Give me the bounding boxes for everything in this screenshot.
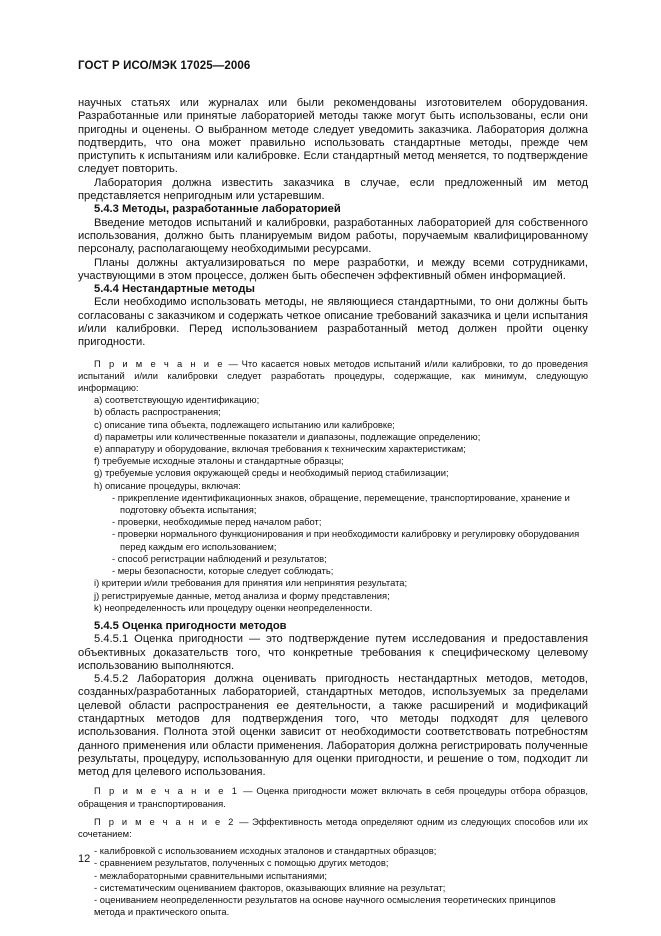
list-item: - сравнением результатов, полученных с помощью других методов; [94, 857, 389, 869]
list-item: f) требуемые исходные эталоны и стандартные образцы; [94, 455, 344, 467]
note-label: П р и м е ч а н и е 2 [94, 815, 236, 827]
list-item: g) требуемые условия окружающей среды и необходимый период стабилизации; [94, 467, 449, 479]
note-1 [78, 785, 588, 809]
section-heading-5-4-5: 5.4.5 Оценка пригодности методов [94, 619, 287, 632]
section-heading-5-4-4: 5.4.4 Нестандартные методы [94, 283, 255, 296]
list-item: i) критерии и/или требования для принятия или непринятия результата; [94, 577, 408, 589]
note-label: П р и м е ч а н и е 1 [94, 785, 240, 797]
paragraph: Введение методов испытаний и калибровки, разработанных лабораторией для собственного использования, должно быть планируемым видом работы, поручаемым квалифицированному персоналу, располагающему необходимыми ресурсами. [78, 216, 588, 256]
section-heading-5-4-3: 5.4.3 Методы, разработанные лабораторией [94, 203, 341, 216]
document-header: ГОСТ Р ИСО/МЭК 17025—2006 [78, 60, 251, 72]
paragraph: Если необходимо использовать методы, не являющиеся стандартными, то они должны быть согласованы с заказчиком и содержать четкое описание требований заказчика и цели испытания и/или калибровки. Перед использованием разработанный метод должен пройти оценку пригодности. [78, 296, 588, 349]
list-item: a) соответствующую идентификацию; [94, 394, 260, 406]
document-body [78, 97, 588, 919]
sub-list-item: - проверки нормального функционирования и при необходимости калибровку и регулировку оборудования перед каждым его использованием; [112, 528, 580, 552]
paragraph: научных статьях или журналах или были рекомендованы изготовителем оборудования. Разработанные или принятые лабораторией методы также могут быть использованы, если они пригодны и оценены. О выбранном методе следует уведомить заказчика. Лаборатория должна подтвердить, что она может правильно использовать стандартные методы, прежде чем приступить к испытаниям или калибровке. Если стандартный метод меняется, то подтверждение следует повторить. [78, 97, 588, 176]
list-item: - систематическим оцениванием факторов, оказывающих влияние на результат; [94, 881, 446, 893]
sub-list-item: - способ регистрации наблюдений и результатов; [112, 552, 327, 564]
list-item: k) неопределенность или процедуру оценки неопределенности. [94, 601, 373, 613]
list-item: b) область распространения; [94, 406, 221, 418]
page-number: 12 [78, 853, 91, 865]
paragraph: Планы должны актуализироваться по мере разработки, и между всеми сотрудниками, участвующими в этом процессе, должен быть обеспечен эффективный обмен информацией. [78, 256, 588, 282]
paragraph: 5.4.5.1 Оценка пригодности — это подтверждение путем исследования и предоставления объективных доказательств того, что конкретные требования к специфическому целевому использованию выполняются. [78, 633, 588, 672]
sub-list-item: - меры безопасности, которые следует соблюдать; [112, 565, 334, 577]
sub-list-item: - прикрепление идентификационных знаков, обращение, перемещение, транспортирование, хранение и подготовку объекта испытания; [112, 491, 570, 516]
note-block [78, 353, 588, 614]
list-item: - межлабораторными сравнительными испытаниями; [94, 869, 327, 881]
list-item: c) описание типа объекта, подлежащего испытанию или калибровке; [94, 418, 395, 430]
note-text: — Оценка пригодности может включать в себя процедуры отбора образцов, обращения и транспортирования. [78, 785, 588, 809]
note-text: — Что касается новых методов испытаний и/или калибровки, то до проведения испытаний и/или калибровки следует разработать процедуры, содержащие, как минимум, следующую информацию: [78, 357, 588, 394]
note-2 [78, 816, 588, 840]
list-item: - оцениванием неопределенности результатов на основе научного осмысления теоретических принципов метода и практического опыта. [94, 894, 556, 918]
list-item: e) аппаратуру и оборудование, включая требования к техническим характеристикам; [94, 443, 466, 455]
note-text: — Эффективность метода определяют одним из следующих способов или их сочетанием: [78, 815, 588, 840]
list-item: d) параметры или количественные показатели и диапазоны, подлежащие определению; [94, 430, 481, 442]
list-item: h) описание процедуры, включая: [94, 479, 241, 491]
list-item: - калибровкой с использованием исходных эталонов и стандартных образцов; [94, 845, 437, 857]
sub-list-item: - проверки, необходимые перед началом работ; [112, 516, 322, 528]
note [78, 358, 588, 395]
paragraph: 5.4.5.2 Лаборатория должна оценивать пригодность нестандартных методов, методов, созданных/разработанных лабораторией, стандартных методов, используемых за пределами целевой области распространения ее деятельности, а также расширений и модификаций стандартных методов для подтверждения того, что методы подходят для целевого использования. Полнота этой оценки зависит от необходимости соответствовать потребностям данного применения или области применения. Лаборатория должна регистрировать полученные результаты, процедуру, использованную для оценки пригодности, и решение о том, подходит ли метод для целевого использования. [78, 673, 588, 779]
list-item: j) регистрируемые данные, метод анализа и форму представления; [94, 589, 390, 601]
paragraph: Лаборатория должна известить заказчика в случае, если предложенный им метод представляется непригодным или устаревшим. [78, 176, 588, 203]
note-label: П р и м е ч а н и е [94, 357, 225, 369]
